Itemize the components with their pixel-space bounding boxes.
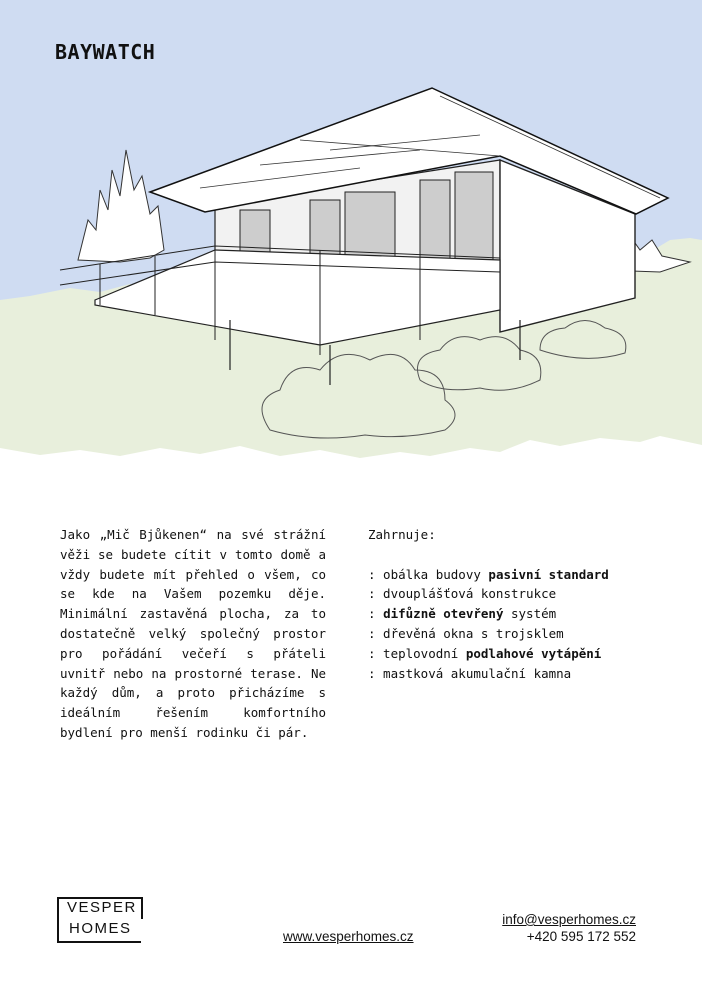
list-item bbox=[368, 604, 668, 624]
item-prefix: : mastková akumulační kamna bbox=[368, 665, 572, 681]
email-link[interactable]: info@vesperhomes.cz bbox=[502, 912, 636, 927]
list-item bbox=[368, 584, 668, 604]
item-bold: difůzně otevřený bbox=[383, 606, 504, 622]
includes-title: Zahrnuje: bbox=[368, 527, 436, 542]
list-item bbox=[368, 644, 668, 664]
phone-number: +420 595 172 552 bbox=[526, 929, 636, 944]
logo-text-vesper: VESPER bbox=[67, 899, 137, 916]
vesper-homes-logo bbox=[57, 897, 141, 943]
item-prefix: : bbox=[368, 606, 384, 622]
includes-list bbox=[368, 565, 668, 684]
item-bold: podlahové vytápění bbox=[465, 645, 602, 661]
logo-text-homes: HOMES bbox=[69, 920, 132, 937]
item-prefix: : dřevěná okna s trojsklem bbox=[368, 625, 564, 641]
item-prefix: : dvouplášťová konstrukce bbox=[368, 586, 557, 602]
item-prefix: : obálka budovy bbox=[368, 566, 489, 582]
page-title: BAYWATCH bbox=[55, 40, 156, 64]
description-paragraph: Jako „Mič Bjůkenen“ na své strážní věži se budete cítit v tomto domě a vždy budete mít přehled o všem, co se kde na Vašem pozemku děje. Minimální zastavěná plocha, za to dostatečně velký společný prostor pro pořádání večeří s přáteli uvnitř nebo na prostorné terase. Ne každý dům, a proto přicházíme s ideálním řešením komfortního bydlení pro menší rodinku či pár. bbox=[60, 527, 326, 740]
list-item bbox=[368, 624, 668, 644]
website-link[interactable]: www.vesperhomes.cz bbox=[283, 929, 414, 944]
list-item bbox=[368, 664, 668, 684]
item-prefix: : teplovodní bbox=[368, 645, 466, 661]
item-bold: pasivní standard bbox=[488, 566, 609, 582]
includes-section bbox=[368, 525, 668, 683]
item-suffix: systém bbox=[503, 606, 557, 622]
list-item bbox=[368, 565, 668, 585]
